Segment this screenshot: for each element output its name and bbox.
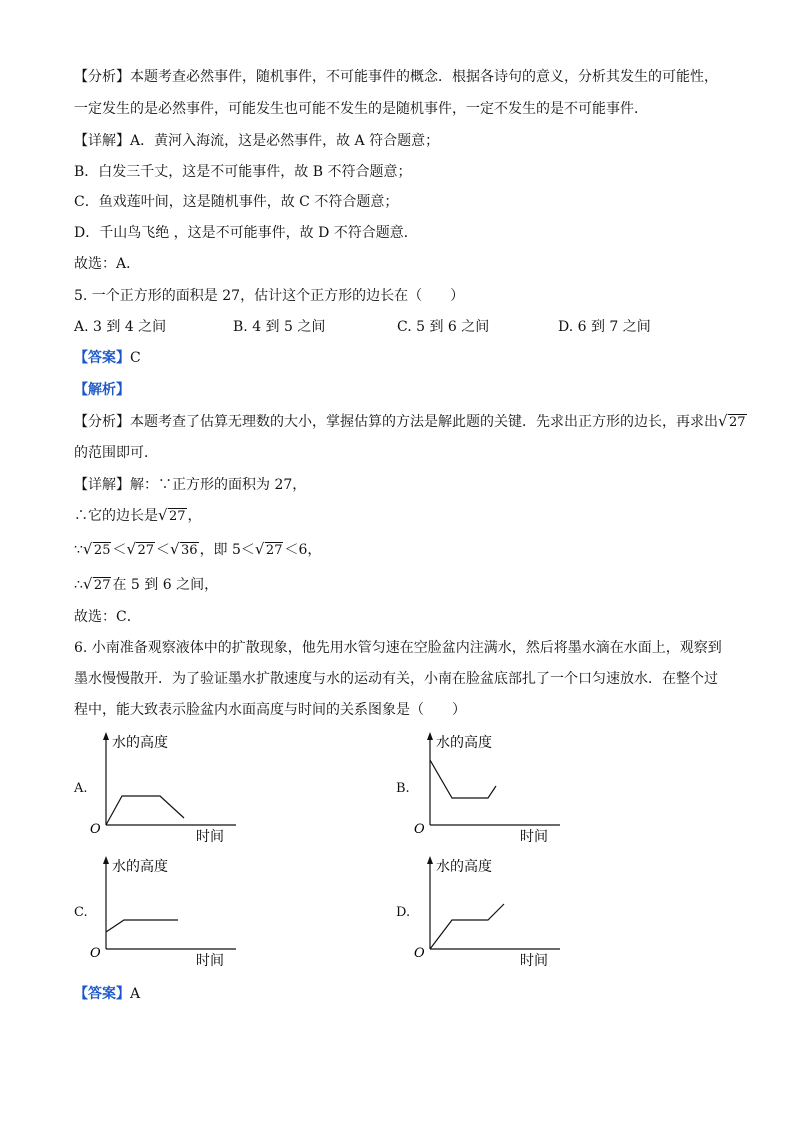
detail-a: A．黄河入海流，这是必然事件，故 A 符合题意； bbox=[130, 133, 440, 149]
option-d-label: D. bbox=[396, 905, 411, 920]
y-axis-label: 水的高度 bbox=[112, 859, 168, 875]
x-axis-label: 时间 bbox=[520, 829, 548, 845]
graph-d bbox=[410, 854, 570, 974]
graph-b-curve bbox=[430, 760, 496, 798]
graph-c-curve bbox=[106, 920, 178, 932]
x-axis-label: 时间 bbox=[196, 953, 224, 969]
q5-detail-line-1 bbox=[74, 475, 306, 495]
q5-analysis-line-1 bbox=[74, 412, 748, 433]
sqrt-25: √ 25 bbox=[84, 540, 112, 561]
q5-stem: 5. 一个正方形的面积是 27，估计这个正方形的边长在（ ） bbox=[74, 288, 465, 304]
prev-analysis-line-2: 一定发生的是必然事件，可能发生也可能不发生的是随机事件，一定不发生的是不可能事件． bbox=[74, 101, 648, 117]
answer-value: A bbox=[130, 986, 141, 1002]
q5-option-b: B. 4 到 5 之间 bbox=[233, 319, 326, 335]
y-axis-label: 水的高度 bbox=[436, 735, 492, 751]
y-axis-label: 水的高度 bbox=[436, 859, 492, 875]
option-c-label: C. bbox=[74, 905, 88, 920]
sqrt-27: √ 27 bbox=[719, 412, 747, 433]
analysis-text: 本题考查必然事件，随机事件，不可能事件的概念．根据各诗句的意义，分析其发生的可能性， bbox=[130, 69, 718, 85]
q5-option-a: A. 3 到 4 之间 bbox=[74, 319, 167, 335]
q5-detail-step-4: ∴√ 27 在 5 到 6 之间， bbox=[74, 575, 218, 596]
graph-c bbox=[86, 854, 246, 974]
sqrt-27: √ 27 bbox=[159, 506, 187, 527]
q6-stem-line-1: 6. 小南准备观察液体中的扩散现象，他先用水管匀速在空脸盆内注满水，然后将墨水滴在水面上，观察到 bbox=[74, 640, 722, 656]
graph-a bbox=[86, 730, 246, 850]
detail-tag: 【详解】 bbox=[74, 133, 130, 149]
q5-jiexi bbox=[74, 380, 130, 400]
origin-label: O bbox=[414, 822, 425, 837]
answer-tag: 【答案】 bbox=[74, 350, 130, 366]
jiexi-tag: 【解析】 bbox=[74, 382, 130, 398]
sqrt-27: √ 27 bbox=[256, 540, 284, 561]
prev-detail-line-d: D．千山鸟飞绝 ，这是不可能事件，故 D 不符合题意． bbox=[74, 225, 418, 241]
graph-d-curve bbox=[430, 904, 504, 949]
detail-tag: 【详解】 bbox=[74, 477, 130, 493]
sqrt-36: √ 36 bbox=[171, 540, 199, 561]
q5-choose: 故选：C． bbox=[74, 609, 141, 625]
prev-choose: 故选：A． bbox=[74, 256, 141, 272]
q5-option-d: D. 6 到 7 之间 bbox=[558, 319, 651, 335]
q6-stem-line-2: 墨水慢慢散开．为了验证墨水扩散速度与水的运动有关，小南在脸盆底部扎了一个口匀速放水．在整个过 bbox=[74, 671, 718, 687]
detail-text: 解：∵正方形的面积为 27， bbox=[130, 477, 307, 493]
graph-b bbox=[410, 730, 570, 850]
x-axis-label: 时间 bbox=[520, 953, 548, 969]
graph-a-curve bbox=[106, 796, 184, 825]
q5-detail-step-2: ∴它的边长是√ 27 ， bbox=[74, 506, 202, 527]
analysis-tag: 【分析】 bbox=[74, 414, 130, 430]
origin-label: O bbox=[90, 822, 101, 837]
prev-detail-line-a bbox=[74, 131, 439, 151]
option-a-label: A. bbox=[74, 781, 88, 796]
prev-analysis-line-1 bbox=[74, 67, 718, 87]
analysis-tag: 【分析】 bbox=[74, 69, 130, 85]
option-b-label: B. bbox=[396, 781, 410, 796]
q5-answer bbox=[74, 348, 141, 368]
sqrt-27: √ 27 bbox=[127, 540, 155, 561]
q5-analysis-line-2: 的范围即可． bbox=[74, 445, 158, 461]
analysis-text: 本题考查了估算无理数的大小，掌握估算的方法是解此题的关键．先求出正方形的边长，再求出 bbox=[130, 414, 718, 430]
q5-detail-step-3: ∵√ 25 ＜√ 27 ＜√ 36 ，即 5＜√ 27 ＜6， bbox=[74, 540, 321, 561]
y-axis-label: 水的高度 bbox=[112, 735, 168, 751]
x-axis-label: 时间 bbox=[196, 829, 224, 845]
q6-answer bbox=[74, 984, 140, 1004]
origin-label: O bbox=[414, 946, 425, 961]
prev-detail-line-c: C．鱼戏莲叶间，这是随机事件，故 C 不符合题意； bbox=[74, 194, 399, 210]
answer-value: C bbox=[130, 350, 141, 366]
prev-detail-line-b: B．白发三千丈，这是不可能事件，故 B 不符合题意； bbox=[74, 164, 412, 180]
answer-tag: 【答案】 bbox=[74, 986, 130, 1002]
q5-option-c: C. 5 到 6 之间 bbox=[397, 319, 490, 335]
sqrt-27: √ 27 bbox=[84, 575, 112, 596]
origin-label: O bbox=[90, 946, 101, 961]
q6-stem-line-3: 程中，能大致表示脸盆内水面高度与时间的关系图象是（ ） bbox=[74, 702, 466, 718]
